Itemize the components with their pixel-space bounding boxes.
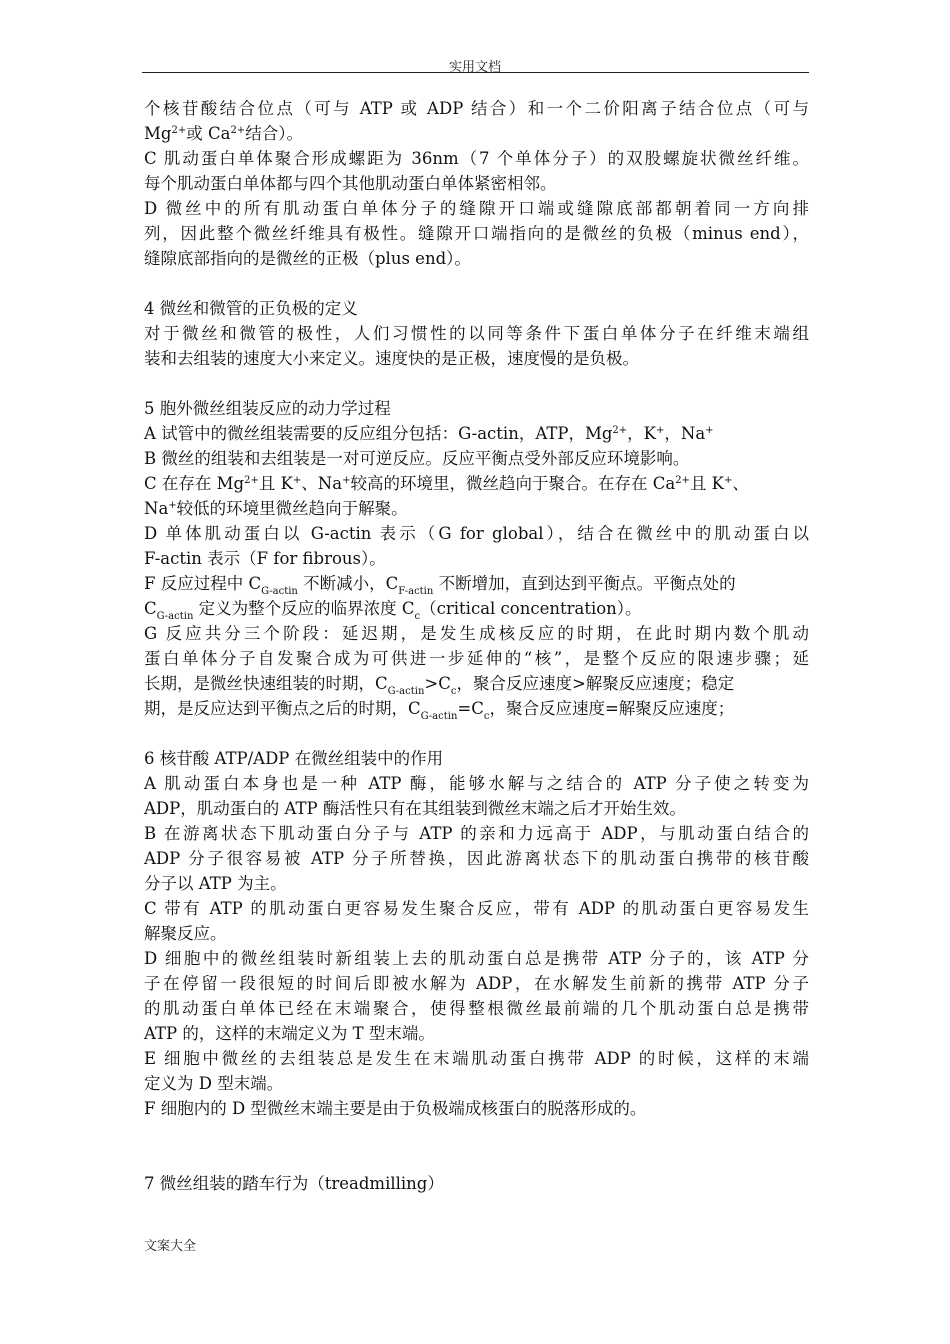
section-heading: 7 微丝组装的踏车行为（treadmilling） [144, 1174, 444, 1193]
text-line: A 肌动蛋白本身也是一种 ATP 酶，能够水解与之结合的 ATP 分子使之转变为 [144, 774, 809, 793]
page-header: 实用文档 [448, 60, 501, 75]
text-line: 缝隙底部指向的是微丝的正极（plus end）。 [144, 249, 471, 268]
text-line: 分子以 ATP 为主。 [144, 874, 287, 893]
text-line: 长期，是微丝快速组装的时期，$C_{G-actin}>C_c$，聚合反应速度>解聚反应速度；稳定 [144, 674, 735, 697]
text-line: D 细胞中的微丝组装时新组装上去的肌动蛋白总是携带 ATP 分子的，该 ATP 分 [144, 949, 809, 968]
text-line: 期，是反应达到平衡点之后的时期，$C_{G-actin}=C_c$，聚合反应速度=解聚反应速度； [144, 699, 735, 722]
text-line: 列，因此整个微丝纤维具有极性。缝隙开口端指向的是微丝的负极（minus end）， [144, 224, 809, 243]
text-line: ATP 的，这样的末端定义为 T 型末端。 [144, 1024, 435, 1043]
text-line: C 在存在 $Mg^{2+}$且 K+、Na+较高的环境里，微丝趋向于聚合。在存在 $Ca^{2+}$且 K+、 [144, 474, 749, 493]
section-heading: 6 核苷酸 ATP/ADP 在微丝组装中的作用 [144, 749, 444, 768]
text-line: 的肌动蛋白单体已经在末端聚合，使得整根微丝最前端的几个肌动蛋白总是携带 [144, 999, 809, 1018]
text-line: G 反应共分三个阶段：延迟期，是发生成核反应的时期，在此时期内数个肌动 [144, 624, 809, 643]
text-line: $C_{G-actin}$ 定义为整个反应的临界浓度 $C_c(critical$ concentration）。 [144, 599, 642, 622]
paragraph-d [144, 196, 809, 271]
section-7 [144, 1171, 809, 1196]
text-line: $Mg^{2+}$或 $Ca^{2+}$结合）。 [144, 124, 303, 143]
text-line: D 单体肌动蛋白以 G-actin 表示（G for global），结合在微丝中的肌动蛋白以 [144, 524, 809, 543]
paragraph-c [144, 146, 809, 196]
document-body [144, 96, 809, 1196]
text-line: 个核苷酸结合位点（可与 ATP 或 ADP 结合）和一个二价阳离子结合位点（可与 [144, 99, 809, 118]
text-line: 定义为 D 型末端。 [144, 1074, 284, 1093]
text-line: A 试管中的微丝组装需要的反应组分包括：G-actin，ATP，$Mg^{2+}$，K+，Na+ [144, 424, 714, 443]
section-5 [144, 396, 809, 721]
text-line: D 微丝中的所有肌动蛋白单体分子的缝隙开口端或缝隙底部都朝着同一方向排 [144, 199, 809, 218]
text-line: E 细胞中微丝的去组装总是发生在末端肌动蛋白携带 ADP 的时候，这样的末端 [144, 1049, 809, 1068]
text-line: F 反应过程中 $C_{G-actin}$ 不断减小，$C_{F-actin}$ 不断增加，直到达到平衡点。平衡点处的 [144, 574, 736, 597]
text-line: F-actin 表示（F for fibrous）。 [144, 549, 386, 568]
text-line: 每个肌动蛋白单体都与四个其他肌动蛋白单体紧密相邻。 [144, 174, 557, 193]
spacer [144, 1121, 809, 1171]
spacer [144, 371, 809, 396]
section-heading: 5 胞外微丝组装反应的动力学过程 [144, 399, 391, 418]
text-line: 解聚反应。 [144, 924, 227, 943]
text-line: C 肌动蛋白单体聚合形成螺距为 36nm（7 个单体分子）的双股螺旋状微丝纤维。 [144, 149, 809, 168]
text-line: C 带有 ATP 的肌动蛋白更容易发生聚合反应，带有 ADP 的肌动蛋白更容易发生 [144, 899, 809, 918]
section-heading: 4 微丝和微管的正负极的定义 [144, 299, 358, 318]
spacer [144, 271, 809, 296]
spacer [144, 721, 809, 746]
text-line: B 在游离状态下肌动蛋白分子与 ATP 的亲和力远高于 ADP，与肌动蛋白结合的 [144, 824, 809, 843]
text-line: ADP 分子很容易被 ATP 分子所替换，因此游离状态下的肌动蛋白携带的核苷酸 [144, 849, 809, 868]
text-line: ADP，肌动蛋白的 ATP 酶活性只有在其组装到微丝末端之后才开始生效。 [144, 799, 686, 818]
text-line: B 微丝的组装和去组装是一对可逆反应。反应平衡点受外部反应环境影响。 [144, 449, 690, 468]
page-footer: 文案大全 [144, 1239, 197, 1254]
section-6 [144, 746, 809, 1121]
text-line: 蛋白单体分子自发聚合成为可供进一步延伸的“核”，是整个反应的限速步骤；延 [144, 649, 809, 668]
text-line: Na+较低的环境里微丝趋向于解聚。 [144, 499, 408, 518]
text-line: 子在停留一段很短的时间后即被水解为 ADP，在水解发生前新的携带 ATP 分子 [144, 974, 809, 993]
text-line: 对于微丝和微管的极性，人们习惯性的以同等条件下蛋白单体分子在纤维末端组 [144, 324, 809, 343]
paragraph-continuation [144, 96, 809, 146]
text-line: F 细胞内的 D 型微丝末端主要是由于负极端成核蛋白的脱落形成的。 [144, 1099, 647, 1118]
header-divider [142, 72, 809, 73]
text-line: 装和去组装的速度大小来定义。速度快的是正极，速度慢的是负极。 [144, 349, 639, 368]
section-4 [144, 296, 809, 371]
